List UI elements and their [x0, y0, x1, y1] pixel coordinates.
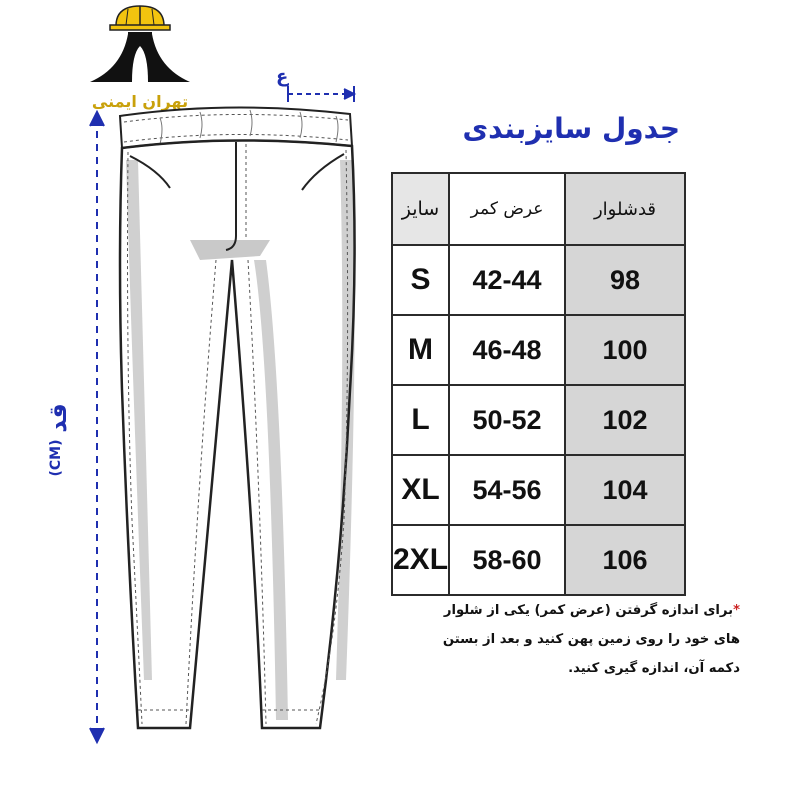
header-waist: عرض کمر — [449, 173, 565, 245]
table-row — [392, 455, 685, 525]
height-dimension-arrow — [90, 112, 104, 742]
logo-text: تهران ایمنی — [91, 92, 189, 111]
height-label-text: قد — [44, 403, 72, 433]
cell-waist: 50-52 — [449, 385, 565, 455]
cell-waist: 54-56 — [449, 455, 565, 525]
cell-waist: 46-48 — [449, 315, 565, 385]
cell-waist: 42-44 — [449, 245, 565, 315]
note-text: برای اندازه گرفتن (عرض کمر) یکی از شلوار های خود را روی زمین پهن کنید و بعد از بستن دکمه آن، اندازه گیری کنید. — [442, 603, 740, 676]
height-unit-text: (CM) — [48, 439, 64, 477]
cell-size: M — [392, 315, 449, 385]
table-row — [392, 525, 685, 595]
cell-length: 106 — [565, 525, 685, 595]
measuring-note — [420, 596, 740, 683]
waist-dimension-arrow — [288, 86, 354, 102]
hard-hat-icon — [110, 6, 170, 30]
cell-waist: 58-60 — [449, 525, 565, 595]
cell-length: 100 — [565, 315, 685, 385]
cell-length: 104 — [565, 455, 685, 525]
size-chart-title: جدول سایزبندی — [462, 112, 680, 145]
header-size: سایز — [392, 173, 449, 245]
cell-length: 98 — [565, 245, 685, 315]
pants-illustration — [40, 60, 380, 800]
note-asterisk: * — [733, 603, 740, 618]
cell-size: 2XL — [392, 525, 449, 595]
cell-size: XL — [392, 455, 449, 525]
waist-dimension-label: ع — [276, 66, 289, 87]
header-length: قدشلوار — [565, 173, 685, 245]
height-label — [40, 380, 90, 480]
cell-length: 102 — [565, 385, 685, 455]
table-header-row — [392, 173, 685, 245]
table-row — [392, 315, 685, 385]
cell-size: S — [392, 245, 449, 315]
table-row — [392, 245, 685, 315]
size-table — [391, 172, 686, 596]
cell-size: L — [392, 385, 449, 455]
table-row — [392, 385, 685, 455]
